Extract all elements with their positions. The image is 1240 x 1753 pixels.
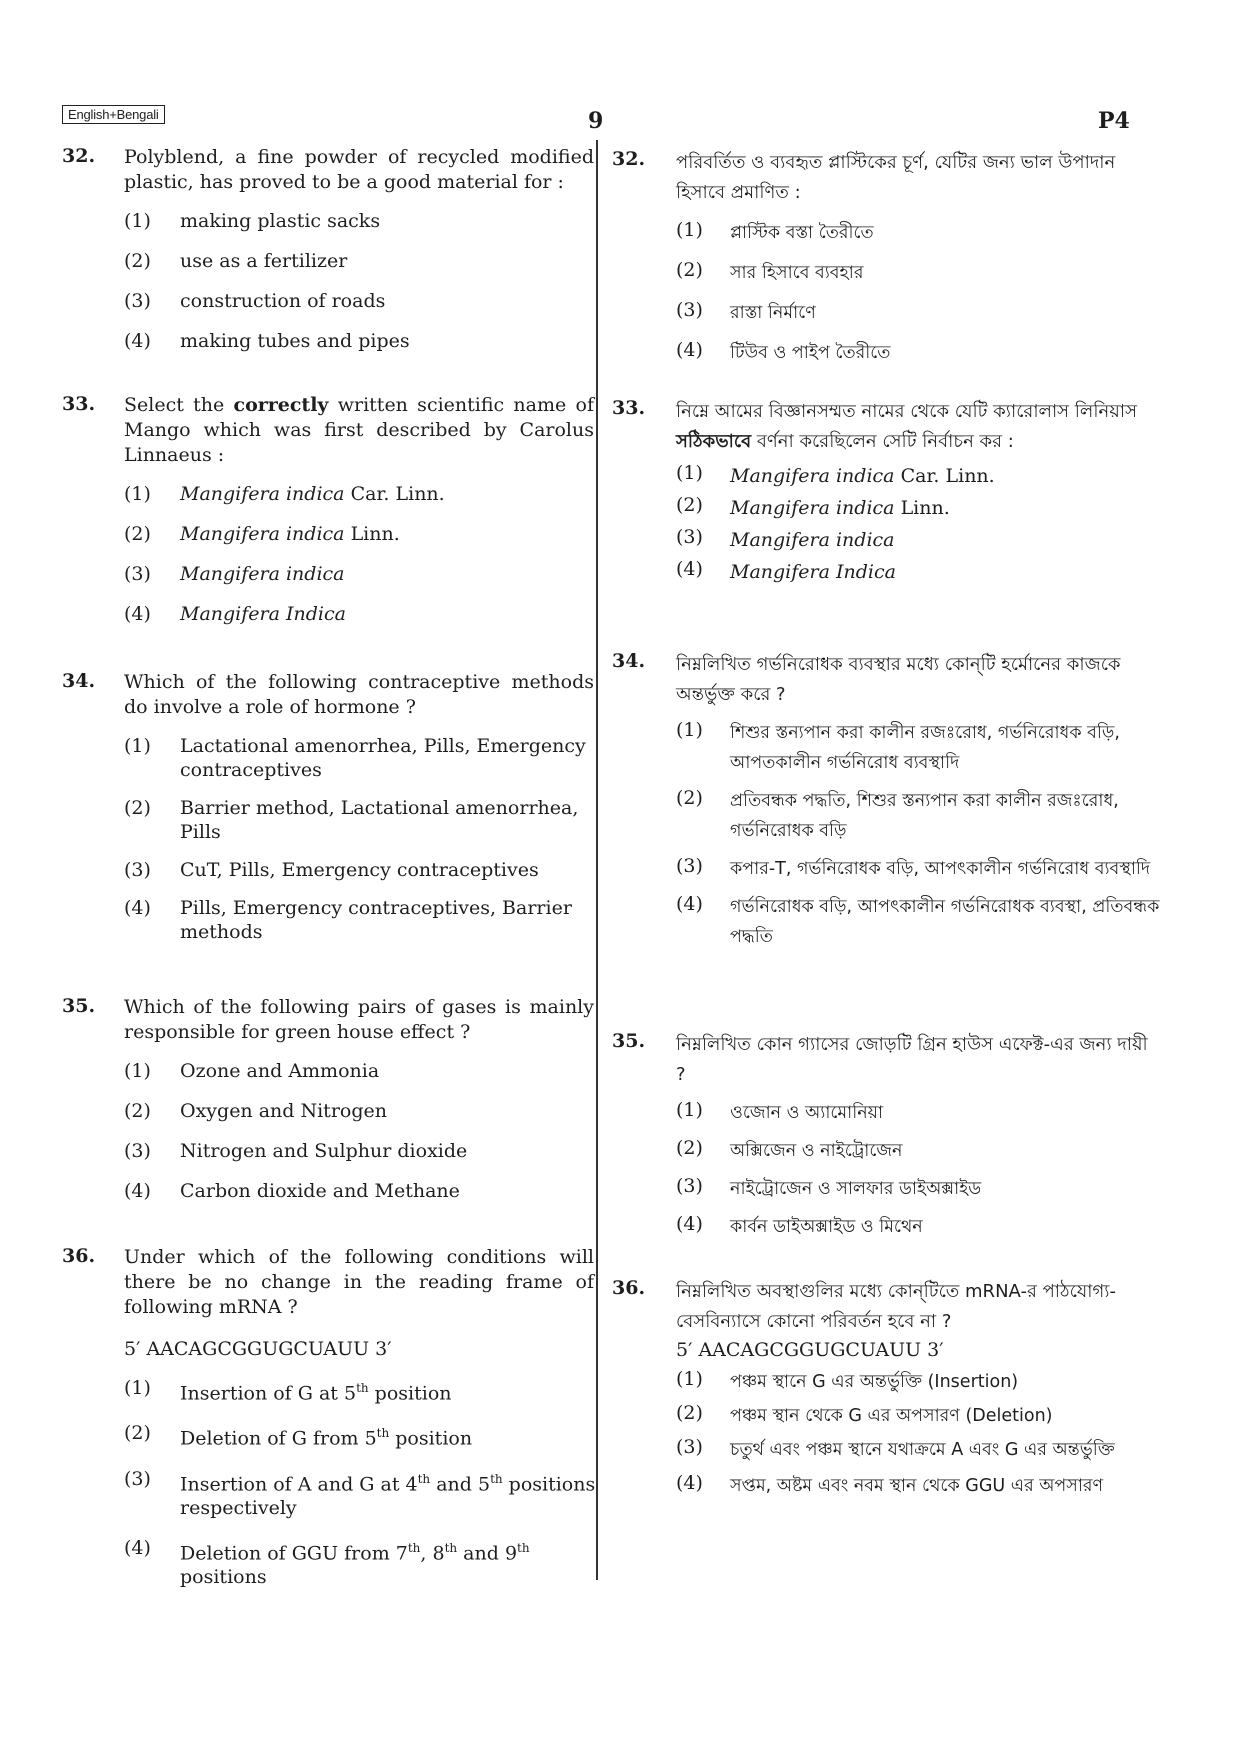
option-text: Mangifera indica	[180, 563, 345, 585]
question-stem: পরিবর্তিত ও ব্যবহৃত প্লাস্টিকের চূর্ণ, যেটির জন্য ভাল উপাদান হিসাবে প্রমাণিত :	[676, 152, 1116, 203]
question-number: 36.	[62, 1245, 96, 1267]
option-4	[62, 1536, 600, 1589]
option-number: (2)	[124, 250, 151, 272]
option-text: প্লাস্টিক বস্তা তৈরীতে	[730, 223, 874, 243]
option-3	[612, 298, 1160, 328]
option-4	[612, 1212, 1160, 1242]
option-2	[612, 1401, 1160, 1431]
option-4	[612, 892, 1160, 952]
option-1	[62, 1059, 600, 1083]
option-number: (2)	[676, 494, 703, 516]
option-text: ওজোন ও অ্যামোনিয়া	[730, 1103, 884, 1123]
option-text: রাস্তা নির্মাণে	[730, 303, 816, 323]
option-text: Oxygen and Nitrogen	[180, 1100, 387, 1122]
option-number: (1)	[676, 462, 703, 484]
option-1	[612, 218, 1160, 248]
option-text: Mangifera Indica	[180, 603, 346, 625]
option-text: চতুর্থ এবং পঞ্চম স্থানে যথাক্রমে A এবং G এর অন্তর্ভুক্তি	[730, 1440, 1115, 1460]
option-4	[62, 329, 600, 353]
question-stem: নিম্নে আমের বিজ্ঞানসম্মত নামের থেকে যেটি ক্যারোলাস লিনিয়াস সঠিকভাবে বর্ণনা করেছিলেন সেটি নির্বাচন কর :	[676, 401, 1137, 452]
question-number: 35.	[62, 995, 96, 1017]
option-1	[612, 1098, 1160, 1128]
option-number: (3)	[676, 1436, 703, 1458]
option-number: (1)	[676, 219, 703, 241]
option-4	[62, 1179, 600, 1203]
option-number: (1)	[676, 1099, 703, 1121]
option-number: (2)	[124, 523, 151, 545]
page-number: 9	[588, 108, 604, 134]
option-text: কার্বন ডাইঅক্সাইড ও মিথেন	[730, 1217, 923, 1237]
question-33-bengali	[612, 397, 1160, 587]
option-number: (1)	[676, 719, 703, 741]
option-number: (3)	[676, 1175, 703, 1197]
option-number: (2)	[676, 787, 703, 809]
option-number: (3)	[124, 290, 151, 312]
option-number: (1)	[124, 1377, 151, 1399]
option-text: making tubes and pipes	[180, 330, 410, 352]
question-stem: নিম্নলিখিত গর্ভনিরোধক ব্যবস্থার মধ্যে কোন্‌টি হর্মোনের কাজকে অন্তর্ভুক্ত করে ?	[676, 654, 1121, 705]
option-number: (4)	[676, 1213, 703, 1235]
option-1	[612, 718, 1160, 778]
option-text: Ozone and Ammonia	[180, 1060, 380, 1082]
option-1	[612, 461, 1160, 491]
question-36-bengali	[612, 1277, 1160, 1501]
option-text: Mangifera Indica	[730, 561, 896, 583]
option-3	[62, 289, 600, 313]
option-number: (2)	[124, 1100, 151, 1122]
option-text: পঞ্চম স্থান থেকে G এর অপসারণ (Deletion)	[730, 1406, 1053, 1426]
question-34-bengali	[612, 650, 1160, 952]
option-3	[612, 1174, 1160, 1204]
option-number: (4)	[676, 558, 703, 580]
option-4	[612, 557, 1160, 587]
option-number: (1)	[124, 1060, 151, 1082]
option-number: (4)	[676, 339, 703, 361]
option-number: (3)	[124, 1140, 151, 1162]
question-35-english	[62, 995, 600, 1203]
option-2	[62, 796, 600, 844]
option-2	[612, 1136, 1160, 1166]
option-number: (4)	[124, 1180, 151, 1202]
option-text: Barrier method, Lactational amenorrhea, Pills	[180, 797, 579, 843]
option-text: অক্সিজেন ও নাইট্রোজেন	[730, 1141, 903, 1161]
option-text: পঞ্চম স্থানে G এর অন্তর্ভুক্তি (Insertion)	[730, 1372, 1019, 1392]
option-2	[62, 1099, 600, 1123]
question-number: 36.	[612, 1277, 646, 1299]
option-2	[612, 786, 1160, 846]
option-number: (3)	[676, 299, 703, 321]
option-text: construction of roads	[180, 290, 386, 312]
question-stem: নিম্নলিখিত অবস্থাগুলির মধ্যে কোন্‌টিতে mRNA-র পাঠযোগ্য-বেসবিন্যাসে কোনো পরিবর্তন হবে না ?	[676, 1281, 1116, 1332]
option-number: (2)	[124, 797, 151, 819]
option-4	[612, 338, 1160, 368]
option-1	[62, 209, 600, 233]
question-number: 32.	[62, 145, 96, 167]
option-3	[62, 858, 600, 882]
mrna-sequence: 5′ AACAGCGGUGCUAUU 3′	[676, 1339, 944, 1361]
option-text: Insertion of A and G at 4th and 5th positions respectively	[180, 1471, 596, 1519]
option-text: Deletion of G from 5th position	[180, 1426, 473, 1450]
paper-code: P4	[1098, 108, 1130, 134]
option-1	[62, 482, 600, 506]
option-number: (2)	[676, 259, 703, 281]
option-text: making plastic sacks	[180, 210, 381, 232]
mrna-sequence: 5′ AACAGCGGUGCUAUU 3′	[124, 1338, 392, 1360]
option-text: Deletion of GGU from 7th, 8th and 9th positions	[180, 1540, 530, 1589]
question-number: 33.	[62, 393, 96, 415]
question-stem: Under which of the following conditions will there be no change in the reading frame of following mRNA ?	[124, 1246, 594, 1318]
option-number: (4)	[124, 897, 151, 919]
option-number: (3)	[676, 526, 703, 548]
question-stem: Polyblend, a fine powder of recycled modified plastic, has proved to be a good material for :	[124, 146, 594, 193]
option-text: Pills, Emergency contraceptives, Barrier methods	[180, 897, 572, 943]
option-text: Mangifera indica Car. Linn.	[730, 465, 995, 487]
option-2	[62, 249, 600, 273]
option-number: (1)	[676, 1368, 703, 1390]
question-stem: Which of the following contraceptive methods do involve a role of hormone ?	[124, 671, 594, 718]
option-3	[62, 1139, 600, 1163]
language-tag: English+Bengali	[62, 105, 165, 124]
question-33-english	[62, 393, 600, 626]
option-text: Insertion of G at 5th position	[180, 1381, 452, 1405]
option-3	[62, 562, 600, 586]
option-text: use as a fertilizer	[180, 250, 348, 272]
question-36-english	[62, 1245, 600, 1589]
question-stem: Which of the following pairs of gases is mainly responsible for green house effect ?	[124, 996, 594, 1043]
option-number: (3)	[124, 859, 151, 881]
option-3	[612, 1435, 1160, 1465]
option-number: (1)	[124, 483, 151, 505]
option-text: নাইট্রোজেন ও সালফার ডাইঅক্সাইড	[730, 1179, 982, 1199]
option-text: CuT, Pills, Emergency contraceptives	[180, 859, 539, 881]
option-text: Mangifera indica Linn.	[180, 523, 400, 545]
option-number: (4)	[124, 1536, 151, 1559]
option-number: (2)	[676, 1402, 703, 1424]
option-2	[612, 493, 1160, 523]
option-text: Carbon dioxide and Methane	[180, 1180, 460, 1202]
option-3	[62, 1467, 600, 1520]
option-number: (4)	[676, 893, 703, 915]
option-1	[62, 1376, 600, 1405]
option-1	[62, 734, 600, 782]
question-34-english	[62, 670, 600, 944]
option-number: (4)	[676, 1472, 703, 1494]
question-number: 35.	[612, 1030, 646, 1052]
option-4	[62, 602, 600, 626]
option-text: সার হিসাবে ব্যবহার	[730, 263, 864, 283]
option-text: Mangifera indica Car. Linn.	[180, 483, 445, 505]
option-text: প্রতিবন্ধক পদ্ধতি, শিশুর স্তন্যপান করা কালীন রজঃরোধ, গর্ভনিরোধক বড়ি	[730, 791, 1119, 841]
option-number: (2)	[676, 1137, 703, 1159]
option-text: টিউব ও পাইপ তৈরীতে	[730, 343, 891, 363]
option-number: (4)	[124, 603, 151, 625]
question-stem: নিম্নলিখিত কোন গ্যাসের জোড়টি গ্রিন হাউস এফেক্ট-এর জন্য দায়ী ?	[676, 1034, 1148, 1085]
option-number: (4)	[124, 330, 151, 352]
option-2	[62, 522, 600, 546]
option-2	[62, 1421, 600, 1450]
option-2	[612, 258, 1160, 288]
option-number: (1)	[124, 210, 151, 232]
option-number: (3)	[676, 855, 703, 877]
question-number: 33.	[612, 397, 646, 419]
option-1	[612, 1367, 1160, 1397]
question-32-bengali	[612, 148, 1160, 368]
option-number: (3)	[124, 1467, 151, 1490]
option-text: Lactational amenorrhea, Pills, Emergency contraceptives	[180, 735, 586, 781]
question-number: 34.	[612, 650, 646, 672]
option-3	[612, 854, 1160, 884]
option-4	[62, 896, 600, 944]
option-text: Mangifera indica	[730, 529, 895, 551]
option-text: কপার-T, গর্ভনিরোধক বড়ি, আপৎকালীন গর্ভনিরোধ ব্যবস্থাদি	[730, 859, 1151, 879]
option-text: Mangifera indica Linn.	[730, 497, 950, 519]
option-4	[612, 1471, 1160, 1501]
option-number: (1)	[124, 735, 151, 757]
option-text: গর্ভনিরোধক বড়ি, আপৎকালীন গর্ভনিরোধক ব্যবস্থা, প্রতিবন্ধক পদ্ধতি	[730, 897, 1160, 947]
option-text: শিশুর স্তন্যপান করা কালীন রজঃরোধ, গর্ভনিরোধক বড়ি, আপতকালীন গর্ভনিরোধ ব্যবস্থাদি	[730, 723, 1120, 773]
option-number: (3)	[124, 563, 151, 585]
question-stem: Select the correctly written scientific name of Mango which was first described by Carolus Linnaeus :	[124, 394, 594, 466]
question-32-english	[62, 145, 600, 353]
option-text: সপ্তম, অষ্টম এবং নবম স্থান থেকে GGU এর অপসারণ	[730, 1476, 1104, 1496]
option-number: (2)	[124, 1422, 151, 1445]
question-number: 32.	[612, 148, 646, 170]
option-3	[612, 525, 1160, 555]
option-text: Nitrogen and Sulphur dioxide	[180, 1140, 468, 1162]
question-35-bengali	[612, 1030, 1160, 1242]
question-number: 34.	[62, 670, 96, 692]
